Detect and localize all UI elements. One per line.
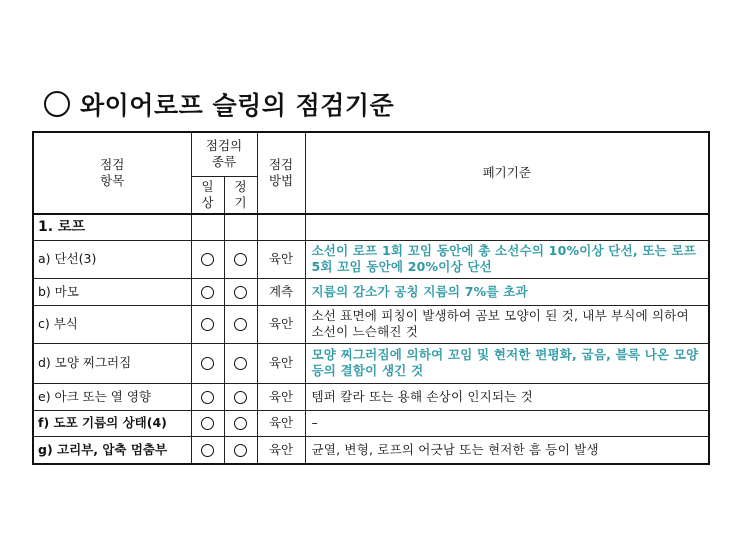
page-title-text: 와이어로프 슬링의 점검기준 <box>80 91 395 120</box>
circle-mark-icon <box>201 286 214 299</box>
header-type-daily: 일 상 <box>191 176 224 214</box>
daily-check-mark <box>191 436 224 464</box>
row-item: e) 아크 또는 열 영향 <box>33 383 191 410</box>
periodic-check-mark <box>224 436 257 464</box>
table-body <box>33 214 709 464</box>
circle-mark-icon <box>201 357 214 370</box>
circle-mark-icon <box>201 417 214 430</box>
header-type: 점검의 종류 <box>191 132 257 176</box>
daily-check-mark <box>191 410 224 436</box>
circle-mark-icon <box>234 391 247 404</box>
circle-mark-icon <box>234 357 247 370</box>
circle-mark-icon <box>234 318 247 331</box>
row-criteria: – <box>305 410 709 436</box>
periodic-check-mark <box>224 410 257 436</box>
table-row <box>33 343 709 383</box>
table-row <box>33 383 709 410</box>
row-item: a) 단선(3) <box>33 240 191 278</box>
circle-bullet-icon <box>44 91 70 117</box>
circle-mark-icon <box>234 286 247 299</box>
circle-mark-icon <box>201 391 214 404</box>
circle-mark-icon <box>201 253 214 266</box>
row-method: 육안 <box>257 305 305 343</box>
table-row <box>33 305 709 343</box>
periodic-check-mark <box>224 305 257 343</box>
header-type-periodic: 정 기 <box>224 176 257 214</box>
row-item: d) 모양 찌그러짐 <box>33 343 191 383</box>
table-row <box>33 278 709 305</box>
row-item: b) 마모 <box>33 278 191 305</box>
row-criteria: 모양 찌그러짐에 의하여 꼬임 및 현저한 편평화, 굽음, 블록 나온 모양 등의 결함이 생긴 것 <box>305 343 709 383</box>
row-criteria: 소선 표면에 피칭이 발생하여 곰보 모양이 된 것, 내부 부식에 의하여 소선이 느슨해진 것 <box>305 305 709 343</box>
table-header <box>33 132 709 214</box>
circle-mark-icon <box>201 318 214 331</box>
row-method: 육안 <box>257 343 305 383</box>
row-item: g) 고리부, 압축 멈춤부 <box>33 436 191 464</box>
periodic-check-mark <box>224 343 257 383</box>
row-criteria: 소선이 로프 1회 꼬임 동안에 총 소선수의 10%이상 단선, 또는 로프 5회 꼬임 동안에 20%이상 단선 <box>305 240 709 278</box>
table-row <box>33 436 709 464</box>
section-title: 1. 로프 <box>33 214 191 240</box>
inspection-criteria-table <box>32 131 710 465</box>
row-criteria: 균열, 변형, 로프의 어긋남 또는 현저한 흠 등이 발생 <box>305 436 709 464</box>
daily-check-mark <box>191 278 224 305</box>
page-title <box>44 86 394 122</box>
row-method: 육안 <box>257 240 305 278</box>
daily-check-mark <box>191 383 224 410</box>
periodic-check-mark <box>224 383 257 410</box>
row-criteria: 지름의 감소가 공칭 지름의 7%를 초과 <box>305 278 709 305</box>
circle-mark-icon <box>234 417 247 430</box>
header-method: 점검 방법 <box>257 132 305 214</box>
daily-check-mark <box>191 343 224 383</box>
row-item: c) 부식 <box>33 305 191 343</box>
row-method: 계측 <box>257 278 305 305</box>
row-method: 육안 <box>257 436 305 464</box>
circle-mark-icon <box>234 253 247 266</box>
row-item: f) 도포 기름의 상태(4) <box>33 410 191 436</box>
header-criteria: 폐기기준 <box>305 132 709 214</box>
periodic-check-mark <box>224 278 257 305</box>
table-row <box>33 240 709 278</box>
circle-mark-icon <box>234 444 247 457</box>
section-row <box>33 214 709 240</box>
daily-check-mark <box>191 240 224 278</box>
daily-check-mark <box>191 305 224 343</box>
row-method: 육안 <box>257 383 305 410</box>
header-item: 점검 항목 <box>33 132 191 214</box>
circle-mark-icon <box>201 444 214 457</box>
row-method: 육안 <box>257 410 305 436</box>
periodic-check-mark <box>224 240 257 278</box>
table-row <box>33 410 709 436</box>
row-criteria: 템퍼 칼라 또는 용해 손상이 인지되는 것 <box>305 383 709 410</box>
